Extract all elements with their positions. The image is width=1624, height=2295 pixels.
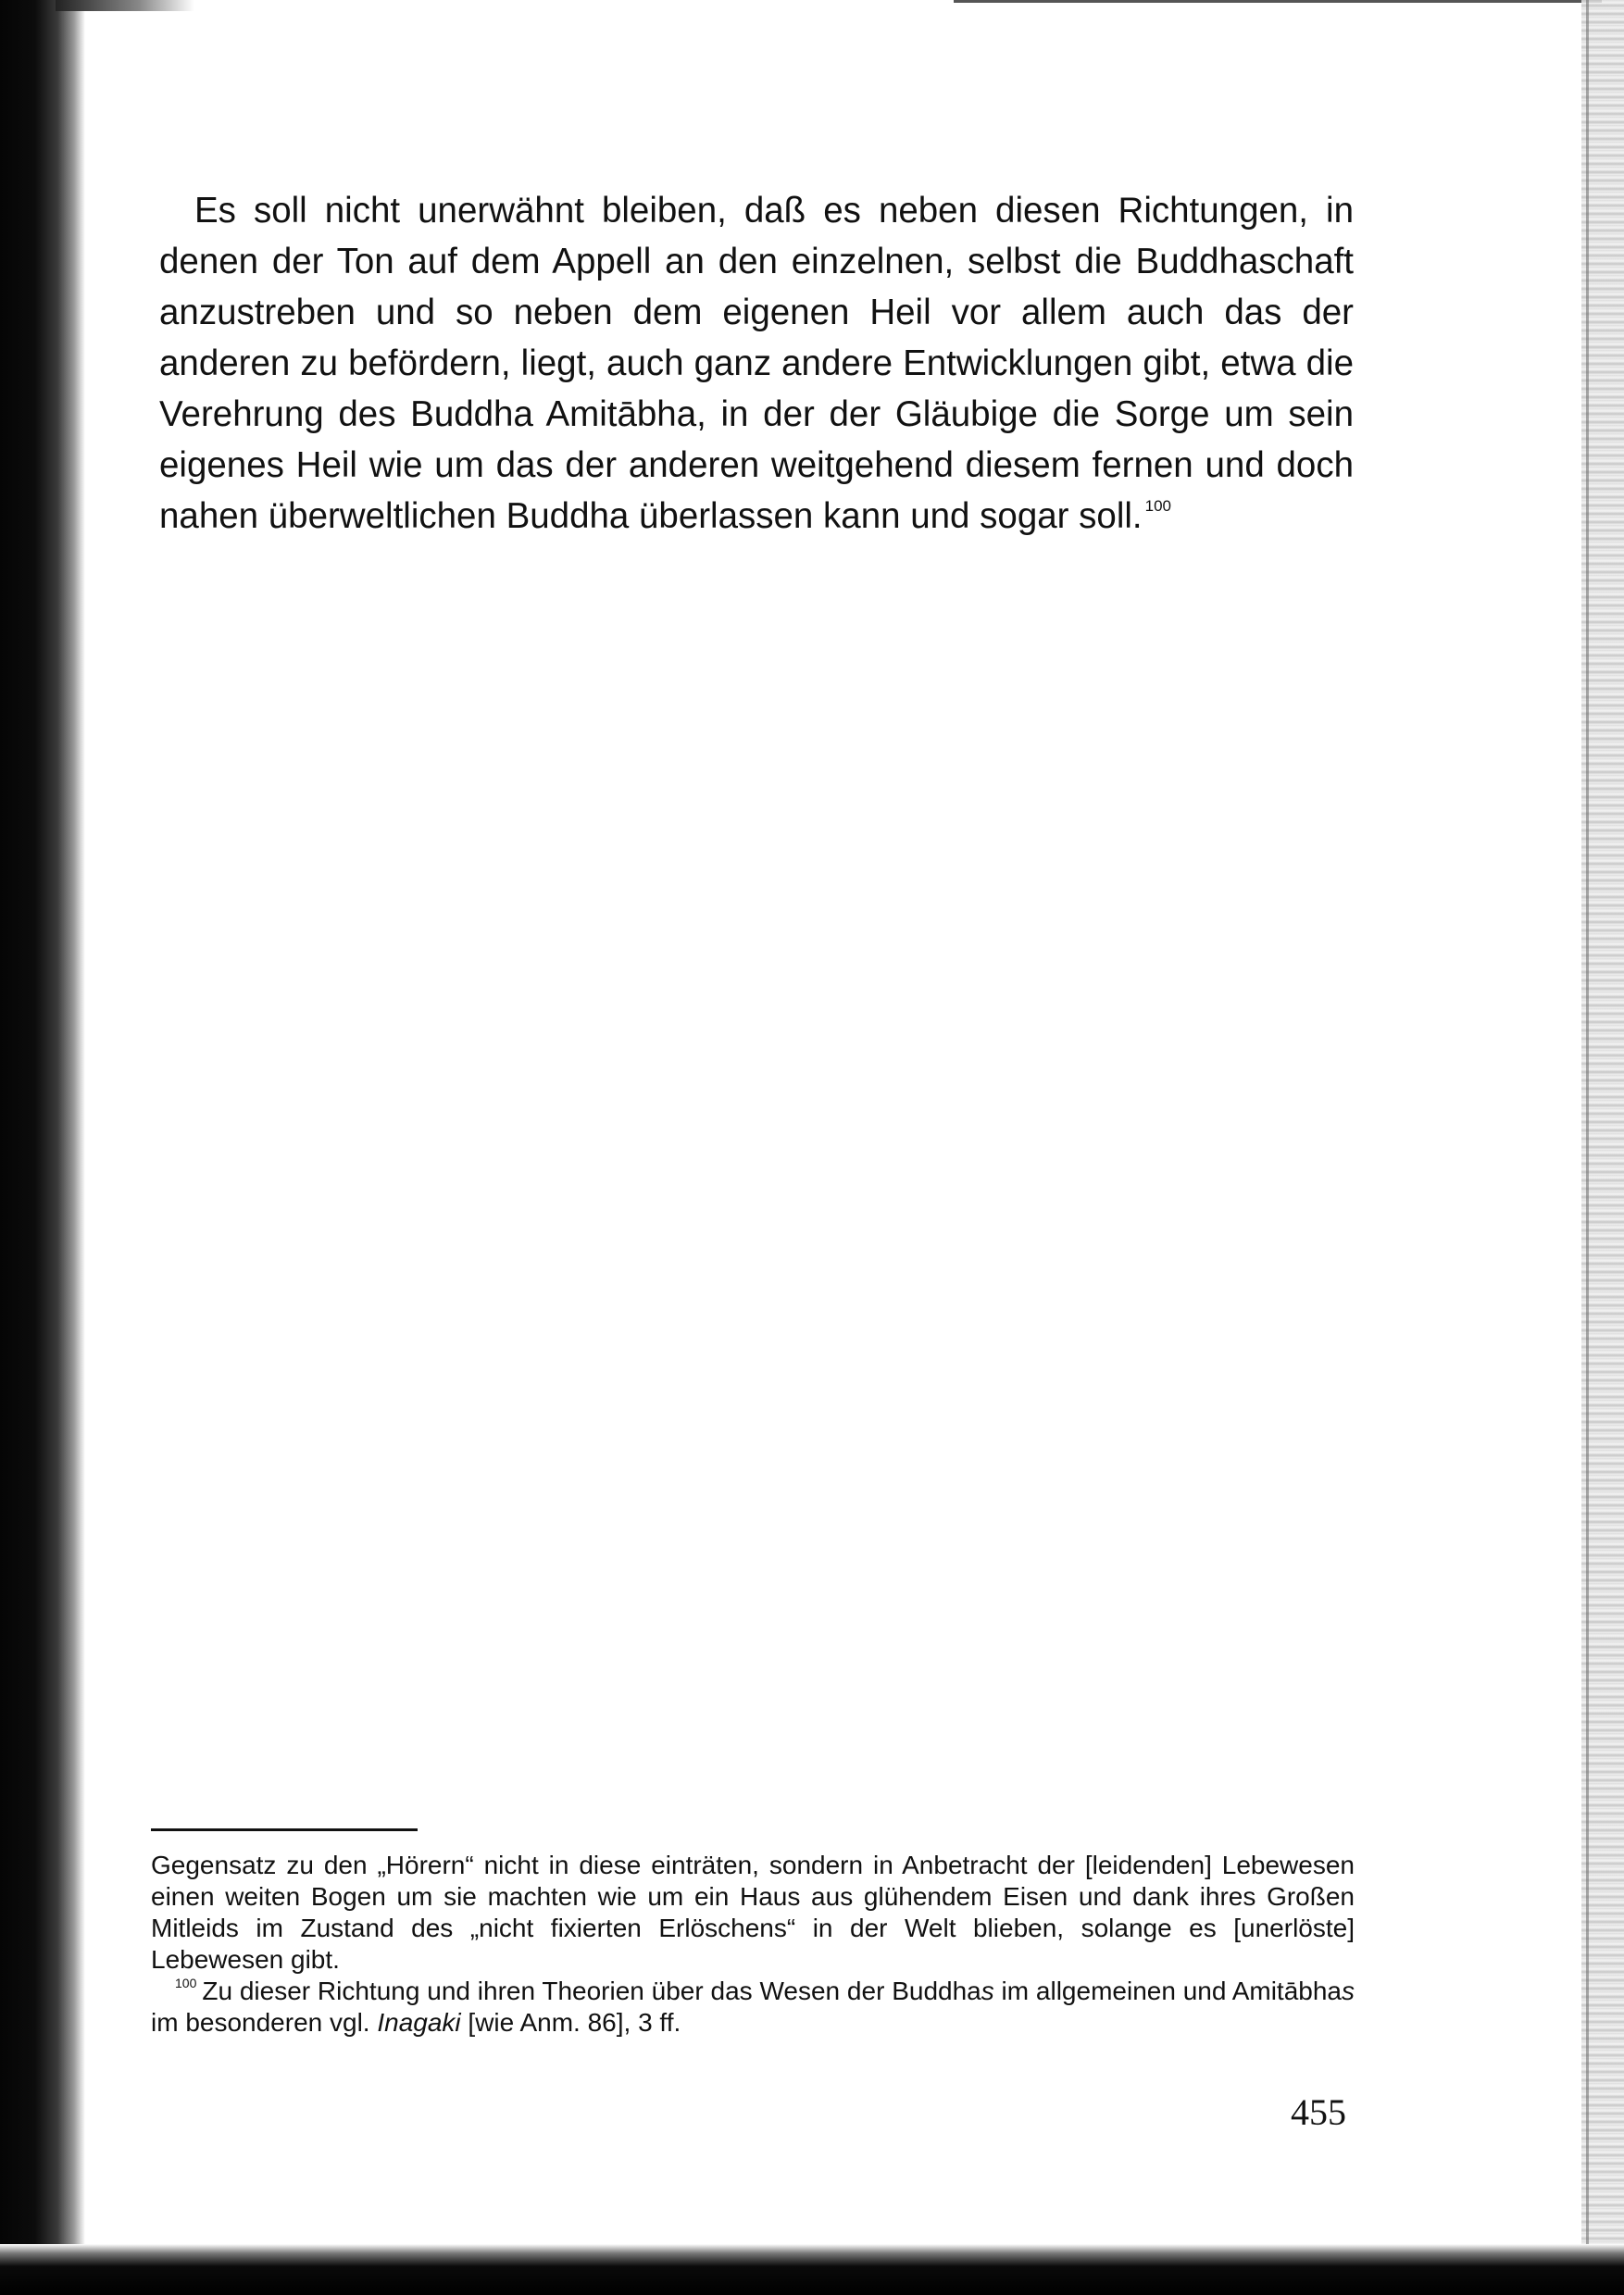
footnote-100-italic-suffix-2: s	[1342, 1977, 1355, 2005]
page-number: 455	[1291, 2091, 1346, 2133]
footnote-continuation: Gegensatz zu den „Hörern“ nicht in diese einträten, sondern in Anbetracht der [leidenden] Lebewesen einen weiten Bogen um sie machten wie um ein Haus aus glühendem Eisen und dank ihres Großen Mitleids im Zustand des „nicht fixierten Erlöschens“ in der Welt blieben, solange es [unerlöste] Lebewesen gibt.	[151, 1851, 1355, 1974]
scan-right-edge-line	[1586, 0, 1589, 2295]
footnote-100-text-before: Zu dieser Richtung und ihren Theorien über das Wesen der Buddha	[202, 1977, 981, 2005]
footnote-reference: 100	[1144, 497, 1172, 515]
footnote-separator	[151, 1828, 418, 1831]
footnote-100-text-mid2: im besonderen vgl.	[151, 2008, 378, 2037]
footnote-100-text-mid: im allgemeinen und Amitābha	[993, 1977, 1342, 2005]
scan-top-edge	[954, 0, 1602, 3]
footnote-100-author: Inagaki	[377, 2008, 461, 2037]
footnote-100-italic-suffix-1: s	[981, 1977, 994, 2005]
body-paragraph-text: Es soll nicht unerwähnt bleiben, daß es neben diesen Richtungen, in denen der Ton auf dem Appell an den einzelnen, selbst die Buddhaschaft anzustreben und so neben dem eigenen Heil vor allem auch das der anderen zu befördern, liegt, auch ganz andere Entwicklungen gibt, etwa die Verehrung des Buddha Amitābha, in der der Gläubige die Sorge um sein eigenes Heil wie um das der anderen weitgehend diesem fernen und doch nahen überweltlichen Buddha überlassen kann und sogar soll.	[159, 191, 1354, 536]
body-paragraph	[159, 185, 1354, 542]
scan-binding-shadow	[0, 0, 85, 2295]
footnote-number: 100	[175, 1976, 197, 1990]
scan-binding-corner	[56, 0, 194, 11]
footnotes-block	[151, 1850, 1355, 2039]
footnote-100	[151, 1976, 1355, 2039]
footnote-100-text-after: [wie Anm. 86], 3 ff.	[460, 2008, 681, 2037]
scan-bottom-edge	[0, 2244, 1624, 2295]
